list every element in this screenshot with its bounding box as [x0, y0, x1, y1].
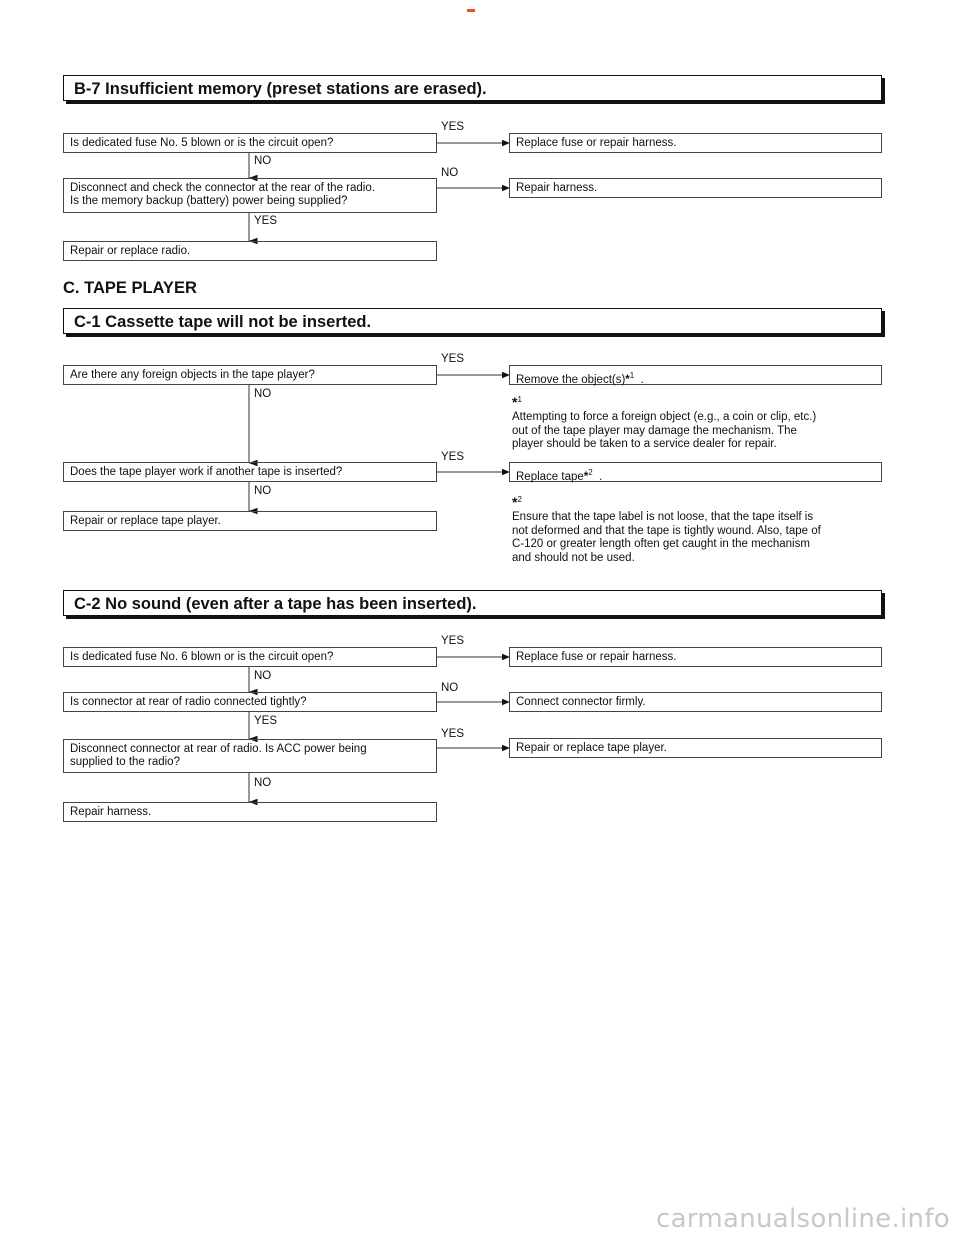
- footnote-star-icon: *: [512, 393, 518, 410]
- c1-note2-line1: Ensure that the tape label is not loose, that the tape itself is: [512, 511, 814, 524]
- c1-a1-text: Remove the object(s): [516, 373, 626, 386]
- c2-q1-yes-label: YES: [441, 635, 465, 647]
- c2-action-repair-harness: Repair harness.: [63, 802, 437, 822]
- c2-question-connector: Is connector at rear of radio connected tightly?: [63, 692, 437, 712]
- footnote-star-icon: *: [583, 470, 589, 483]
- c1-q1-yes-label: YES: [441, 353, 465, 365]
- c2-question-fuse: Is dedicated fuse No. 6 blown or is the circuit open?: [63, 647, 437, 667]
- c1-footnote-1: [512, 393, 816, 452]
- b7-question-connector: [63, 178, 437, 213]
- c1-q2-yes-label: YES: [441, 451, 465, 463]
- c1-note2-line2: not deformed and that the tape is tightly wound. Also, tape of: [512, 524, 821, 537]
- c1-note1-mark: 1: [517, 395, 522, 404]
- c1-note2-line4: and should not be used.: [512, 551, 635, 564]
- c1-footnote-2: [512, 493, 821, 565]
- c1-question-foreign-objects: Are there any foreign objects in the tape player?: [63, 365, 437, 385]
- c1-q2-no-label: NO: [254, 485, 272, 497]
- footnote-star-icon: *: [625, 373, 630, 386]
- c2-action-replace-player: Repair or replace tape player.: [509, 738, 882, 758]
- section-tape-player-title: C. TAPE PLAYER: [63, 279, 197, 297]
- c1-note1-line3: player should be taken to a service dealer for repair.: [512, 438, 777, 451]
- c2-q3-line1: Disconnect connector at rear of radio. Is ACC power being: [70, 743, 367, 755]
- b7-q2-line2: Is the memory backup (battery) power being supplied?: [70, 195, 348, 207]
- b7-q1-yes-label: YES: [441, 121, 465, 133]
- b7-question-fuse: Is dedicated fuse No. 5 blown or is the circuit open?: [63, 133, 437, 153]
- c2-action-connect-firmly: Connect connector firmly.: [509, 692, 882, 712]
- b7-action-replace-radio: Repair or replace radio.: [63, 241, 437, 261]
- c2-q2-no-label: NO: [441, 682, 459, 694]
- c2-q3-no-label: NO: [254, 777, 272, 789]
- c1-a2-end: .: [599, 470, 603, 483]
- c1-header: C-1 Cassette tape will not be inserted.: [63, 308, 882, 334]
- c2-q2-yes-label: YES: [254, 715, 278, 727]
- c1-note2-mark: 2: [517, 495, 522, 504]
- watermark: carmanualsonline.info: [655, 1204, 950, 1234]
- b7-action-replace-fuse: Replace fuse or repair harness.: [509, 133, 882, 153]
- c1-question-another-tape: Does the tape player work if another tape is inserted?: [63, 462, 437, 482]
- c2-q1-no-label: NO: [254, 670, 272, 682]
- c2-action-replace-fuse: Replace fuse or repair harness.: [509, 647, 882, 667]
- b7-q1-no-label: NO: [254, 155, 272, 167]
- b7-q2-no-label: NO: [441, 167, 459, 179]
- c1-a1-ref: 1: [629, 371, 635, 380]
- c1-q1-no-label: NO: [254, 388, 272, 400]
- c1-a2-ref: 2: [588, 468, 593, 477]
- c1-note1-line2: out of the tape player may damage the mechanism. The: [512, 424, 797, 437]
- c1-action-remove-objects: [509, 365, 882, 385]
- b7-action-repair-harness: Repair harness.: [509, 178, 882, 198]
- footnote-star-icon: *: [512, 493, 518, 510]
- c1-action-replace-tape: [509, 462, 882, 482]
- b7-header: B-7 Insufficient memory (preset stations are erased).: [63, 75, 882, 101]
- c1-a1-end: .: [640, 373, 644, 386]
- c2-q3-line2: supplied to the radio?: [70, 756, 180, 768]
- c2-q3-yes-label: YES: [441, 728, 465, 740]
- b7-q2-yes-label: YES: [254, 215, 278, 227]
- c1-a2-text: Replace tape: [516, 470, 584, 483]
- c2-question-acc-power: [63, 739, 437, 773]
- c1-note1-line1: Attempting to force a foreign object (e.g., a coin or clip, etc.): [512, 411, 817, 424]
- c1-action-replace-player: Repair or replace tape player.: [63, 511, 437, 531]
- c1-note2-line3: C-120 or greater length often get caught in the mechanism: [512, 538, 810, 551]
- c2-header: C-2 No sound (even after a tape has been inserted).: [63, 590, 882, 616]
- b7-q2-line1: Disconnect and check the connector at the rear of the radio.: [70, 182, 375, 194]
